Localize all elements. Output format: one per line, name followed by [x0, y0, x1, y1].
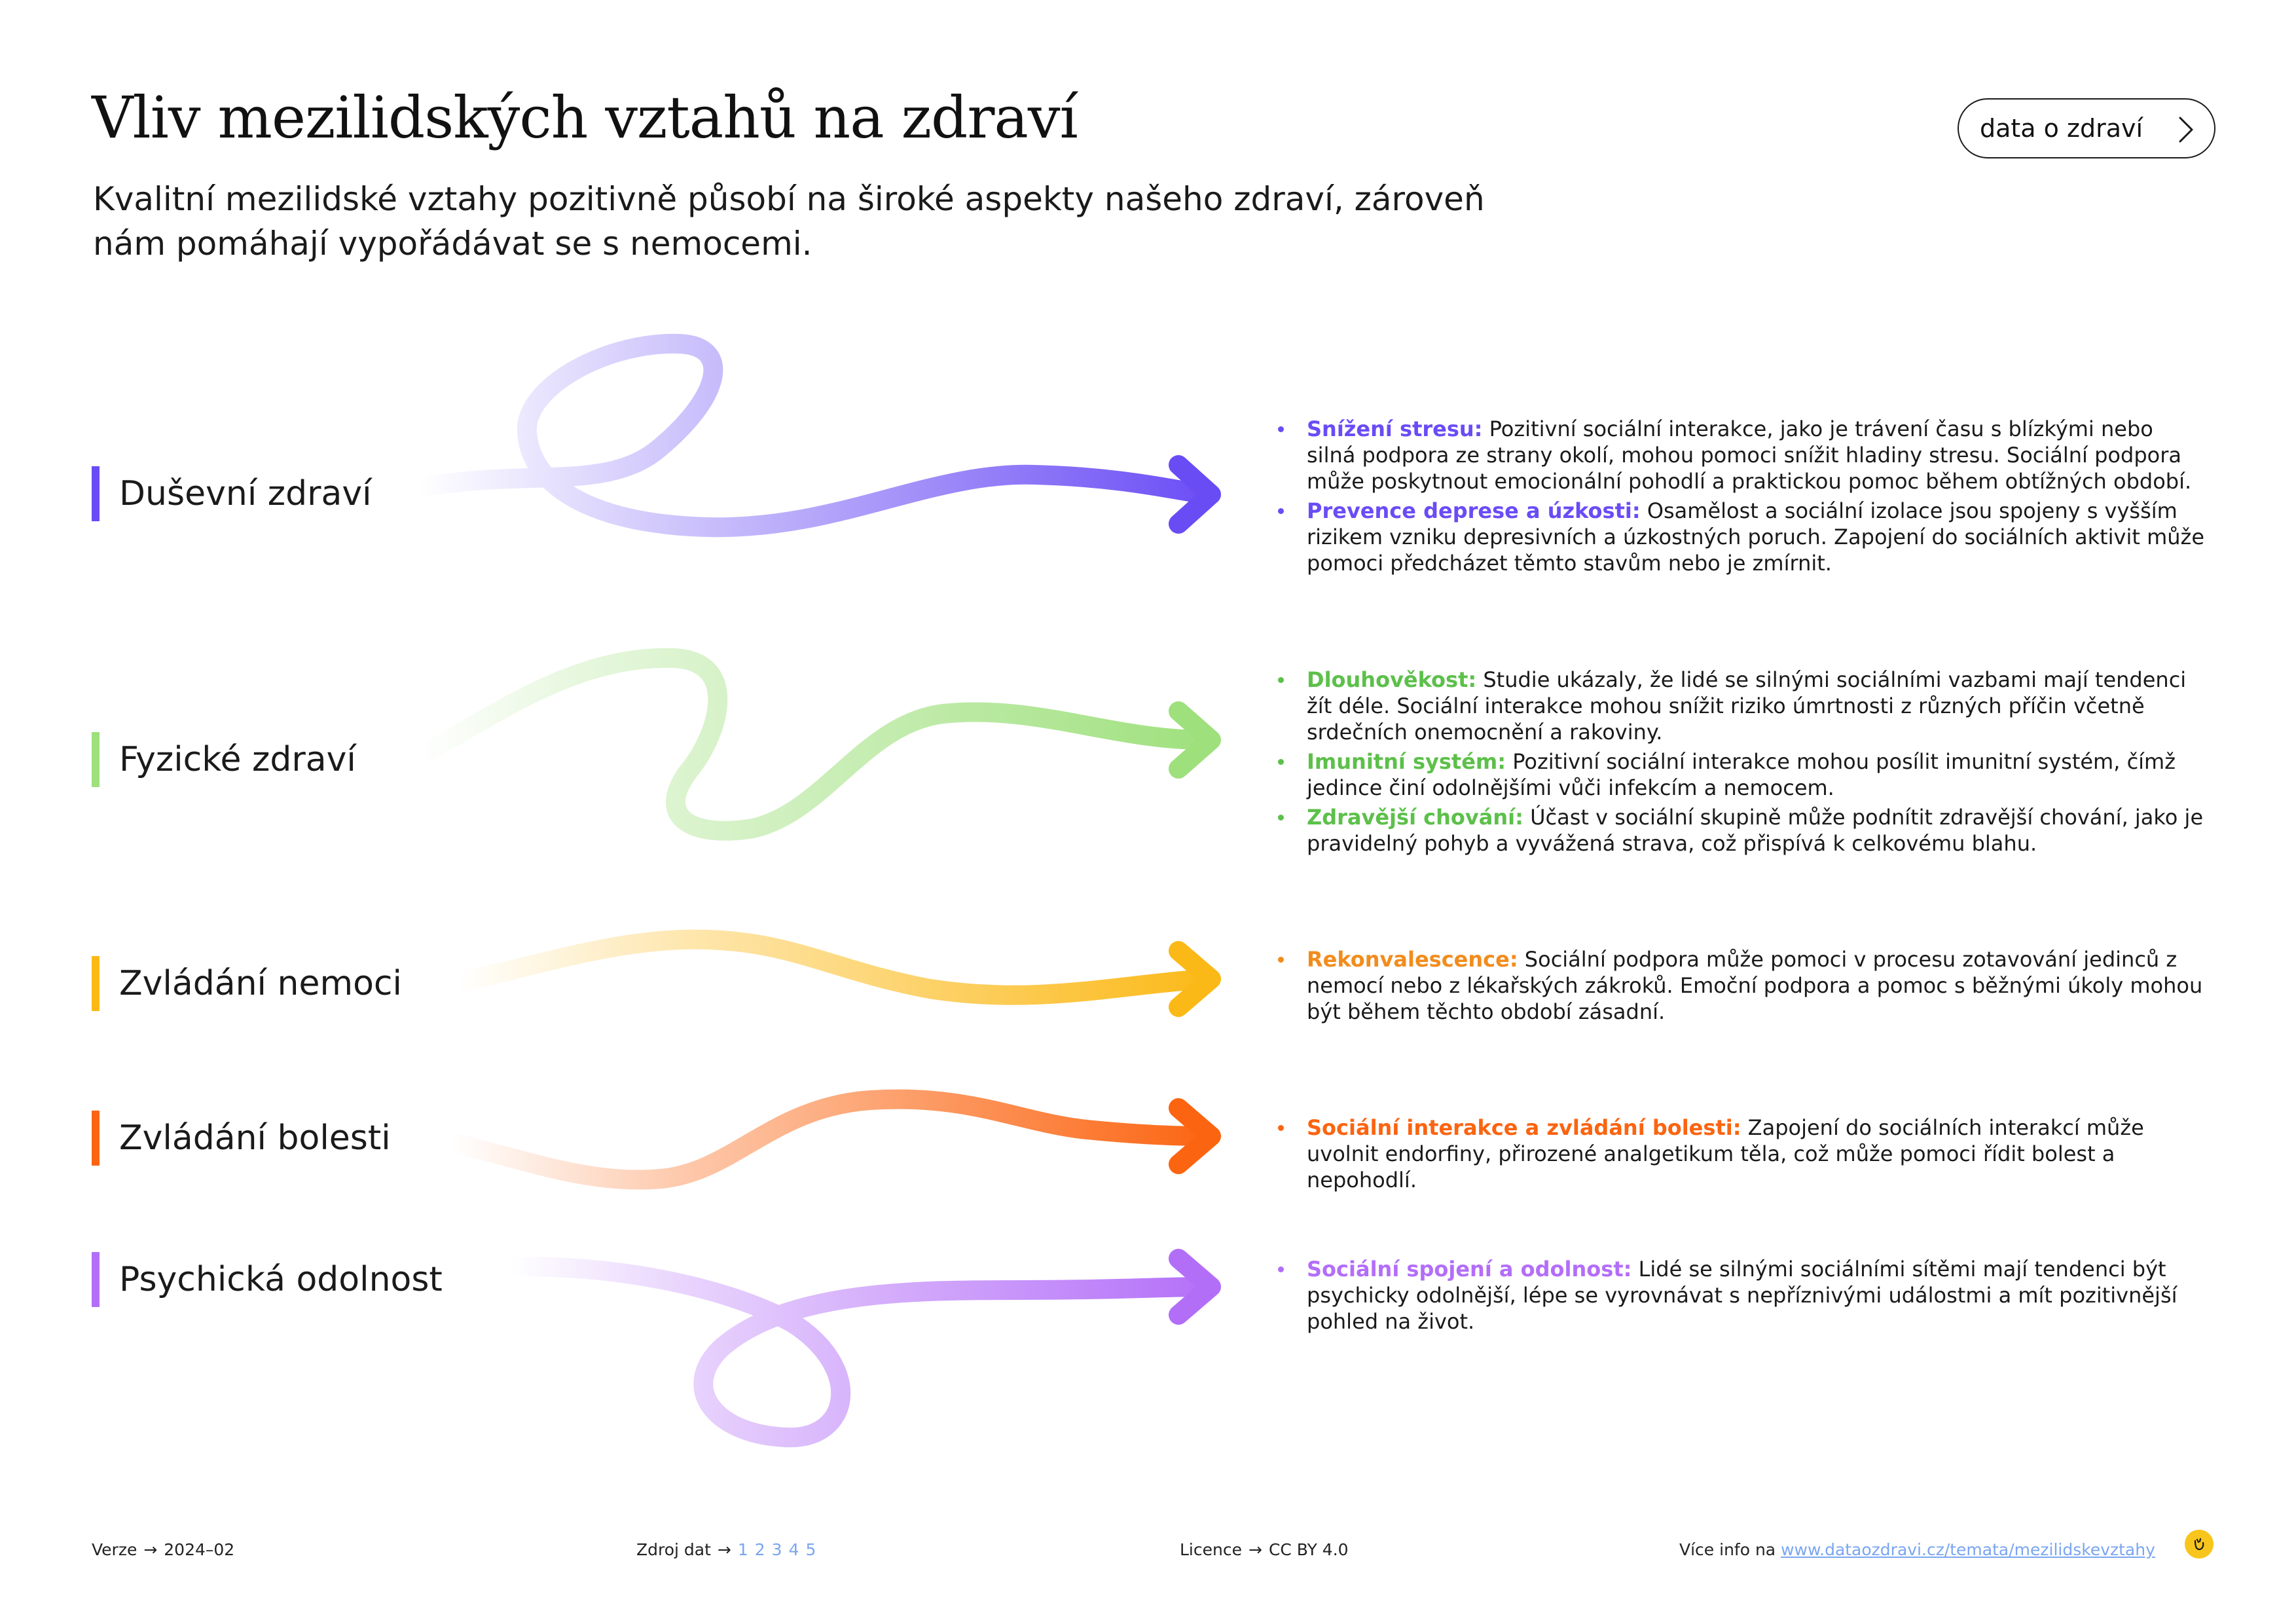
list-item	[1278, 498, 2208, 576]
footer-more-info	[1679, 1540, 2155, 1559]
license-value: CC BY 4.0	[1268, 1540, 1349, 1559]
description-psychicka-odolnost	[1278, 1256, 2208, 1338]
logo-mark-icon	[2190, 1535, 2208, 1553]
arrow-psychicka-odolnost	[511, 1259, 1211, 1437]
list-item	[1278, 416, 2208, 494]
arrow-zvladani-nemoci	[458, 940, 1211, 1007]
topic-title: Duševní zdraví	[119, 474, 372, 513]
footer-sources	[636, 1540, 822, 1559]
source-label: Zdroj dat	[636, 1540, 711, 1559]
item-text: Účast v sociální skupině může podnítit zdravější chování, jako je pravidelný pohyb a vyvážená strava, což přispívá k celkovému blahu.	[1307, 805, 2204, 856]
item-term: Sociální interakce a zvládání bolesti:	[1307, 1115, 1741, 1140]
version-label: Verze	[92, 1540, 137, 1559]
topic-color-bar	[92, 1111, 100, 1166]
item-term: Snížení stresu:	[1307, 416, 1483, 441]
item-term: Rekonvalescence:	[1307, 947, 1518, 972]
topic-title: Zvládání bolesti	[119, 1118, 391, 1158]
topic-title: Fyzické zdraví	[119, 740, 356, 779]
topic-color-bar	[92, 956, 100, 1011]
description-fyzicke-zdravi	[1278, 667, 2208, 860]
bullet-icon	[1278, 508, 1284, 514]
topic-label-zvladani-bolesti	[92, 1111, 391, 1166]
item-term: Imunitní systém:	[1307, 749, 1506, 774]
topic-label-zvladani-nemoci	[92, 956, 402, 1011]
arrow-right-icon: →	[143, 1540, 158, 1559]
bullet-icon	[1278, 1125, 1284, 1131]
bullet-icon	[1278, 677, 1284, 683]
list-item	[1278, 804, 2208, 857]
list-item	[1278, 667, 2208, 745]
item-text: Osamělost a sociální izolace jsou spojeny s vyšším rizikem vzniku depresivních a úzkostných poruch. Zapojení do sociálních aktivit může pomoci předcházet těmto stavům nebo je zmírnit.	[1307, 498, 2205, 576]
page-title: Vliv mezilidských vztahů na zdraví	[92, 84, 1078, 151]
item-text: Sociální podpora může pomoci v procesu zotavování jedinců z nemocí nebo z lékařských zákroků. Emoční podpora a pomoc s běžnými úkoly mohou být během těchto období zásadní.	[1307, 947, 2203, 1024]
arrow-right-icon: →	[717, 1540, 731, 1559]
description-dusevni-zdravi	[1278, 416, 2208, 580]
arrow-zvladani-bolesti	[452, 1099, 1211, 1180]
description-zvladani-bolesti	[1278, 1115, 2208, 1196]
list-item	[1278, 1256, 2208, 1335]
more-info-label: Více info na	[1679, 1540, 1776, 1559]
item-term: Sociální spojení a odolnost:	[1307, 1257, 1632, 1282]
bullet-icon	[1278, 957, 1284, 963]
more-info-link[interactable]: www.dataozdravi.cz/temata/mezilidskevztahy	[1781, 1540, 2155, 1559]
topic-label-psychicka-odolnost	[92, 1252, 443, 1307]
item-text: Studie ukázaly, že lidé se silnými sociálními vazbami mají tendenci žít déle. Sociální interakce mohou snížit riziko úmrtnosti z různých příčin včetně srdečních onemocnění a rakoviny.	[1307, 667, 2187, 745]
list-item	[1278, 946, 2208, 1025]
topic-label-dusevni-zdravi	[92, 466, 372, 521]
arrow-fyzicke-zdravi	[419, 658, 1211, 831]
source-link-3[interactable]: 3	[771, 1540, 782, 1559]
item-text: Pozitivní sociální interakce mohou posílit imunitní systém, čímž jedince činí odolnějšími vůči infekcím a nemocem.	[1307, 749, 2176, 800]
version-value: 2024–02	[164, 1540, 235, 1559]
item-term: Dlouhověkost:	[1307, 667, 1477, 692]
arrow-dusevni-zdravi	[419, 344, 1211, 527]
bullet-icon	[1278, 1266, 1284, 1272]
topic-title: Zvládání nemoci	[119, 964, 402, 1003]
topic-color-bar	[92, 732, 100, 787]
topic-color-bar	[92, 466, 100, 521]
item-text: Zapojení do sociálních interakcí může uvolnit endorfiny, přirozené analgetikum těla, což může pomoci řídit bolest a nepohodlí.	[1307, 1115, 2144, 1192]
source-link-2[interactable]: 2	[754, 1540, 765, 1559]
topic-label-fyzicke-zdravi	[92, 732, 356, 787]
source-link-4[interactable]: 4	[788, 1540, 799, 1559]
description-zvladani-nemoci	[1278, 946, 2208, 1028]
list-item	[1278, 748, 2208, 801]
source-link-1[interactable]: 1	[737, 1540, 748, 1559]
bullet-icon	[1278, 426, 1284, 432]
item-term: Zdravější chování:	[1307, 805, 1523, 830]
source-link-5[interactable]: 5	[805, 1540, 816, 1559]
license-label: Licence	[1180, 1540, 1242, 1559]
topic-title: Psychická odolnost	[119, 1260, 443, 1299]
arrow-right-icon: →	[1248, 1540, 1262, 1559]
topic-color-bar	[92, 1252, 100, 1307]
bullet-icon	[1278, 815, 1284, 821]
dataozdravi-logo-icon	[2185, 1530, 2214, 1559]
footer-license	[1180, 1540, 1349, 1559]
item-text: Pozitivní sociální interakce, jako je trávení času s blízkými nebo silná podpora ze strany okolí, mohou pomoci snížit hladiny stresu. Sociální podpora může poskytnout emocionální pohodlí a praktickou pomoc během obtížných období.	[1307, 416, 2192, 494]
data-button-label: data o zdraví	[1980, 114, 2143, 143]
footer-version	[92, 1540, 234, 1559]
item-text: Lidé se silnými sociálními sítěmi mají tendenci být psychicky odolnější, lépe se vyrovnávat s nepříznivými událostmi a mít pozitivnější pohled na život.	[1307, 1257, 2178, 1334]
item-term: Prevence deprese a úzkosti:	[1307, 498, 1641, 523]
list-item	[1278, 1115, 2208, 1193]
bullet-icon	[1278, 759, 1284, 765]
page-subtitle: Kvalitní mezilidské vztahy pozitivně působí na široké aspekty našeho zdraví, zároveň nám pomáhají vypořádávat se s nemocemi.	[93, 180, 1485, 263]
